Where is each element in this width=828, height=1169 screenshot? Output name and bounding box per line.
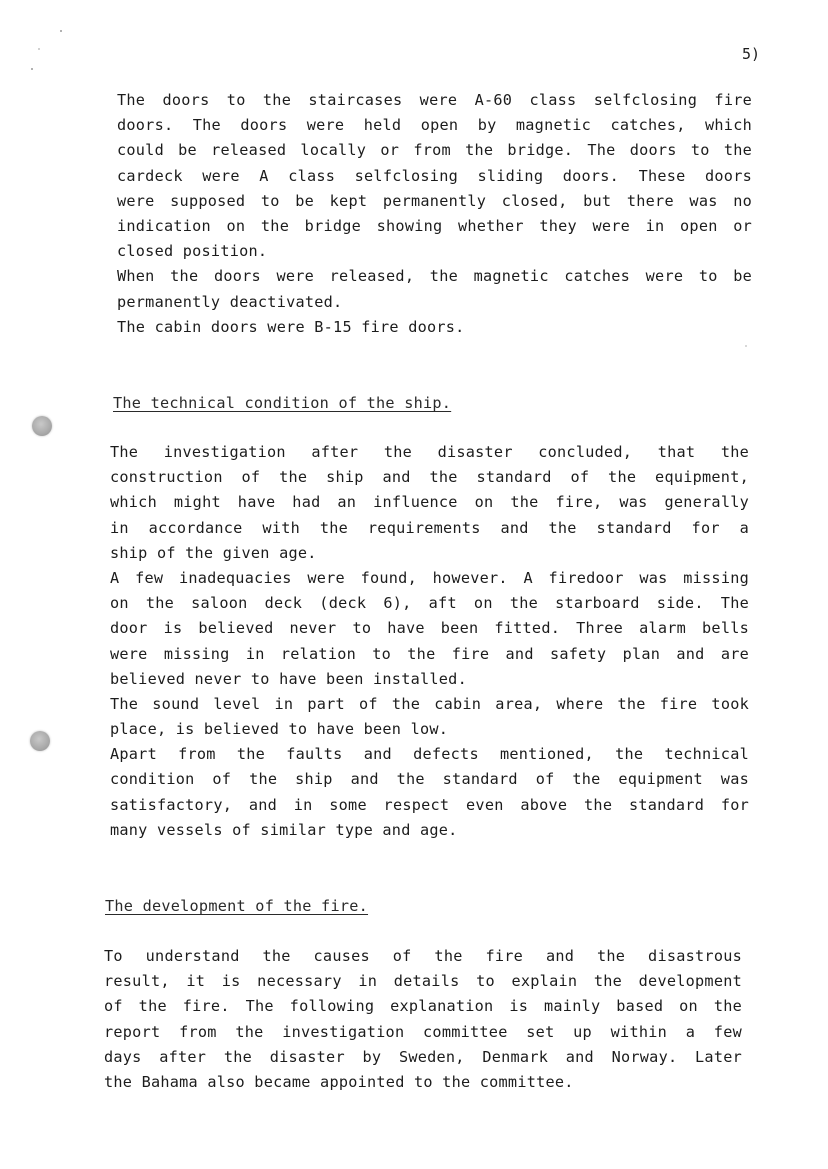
- section-heading-technical: The technical condition of the ship.: [113, 394, 452, 412]
- text-line: A few inadequacies were found, however. A firedoor was missing: [110, 568, 749, 587]
- text-line: doors. The doors were held open by magnetic catches, which: [117, 116, 752, 135]
- paragraph-technical: [110, 440, 749, 843]
- text-line: ship of the given age.: [110, 543, 317, 562]
- text-line: could be released locally or from the bridge. The doors to the: [117, 141, 752, 160]
- text-line: indication on the bridge showing whether they were in open or: [117, 216, 752, 235]
- punch-hole-upper: [32, 416, 52, 436]
- text-line: were supposed to be kept permanently closed, but there was no: [117, 191, 752, 210]
- text-line: days after the disaster by Sweden, Denmark and Norway. Later: [104, 1047, 742, 1066]
- section-heading-development: The development of the fire.: [105, 897, 369, 915]
- punch-hole-lower: [30, 731, 50, 751]
- text-line: To understand the causes of the fire and the disastrous: [104, 947, 742, 965]
- text-line: cardeck were A class selfclosing sliding doors. These doors: [117, 166, 752, 185]
- text-line: construction of the ship and the standard of the equipment,: [110, 468, 749, 487]
- text-line: Apart from the faults and defects mentioned, the technical: [110, 745, 749, 764]
- scan-speck: [60, 30, 62, 32]
- text-line: The investigation after the disaster concluded, that the: [110, 443, 749, 461]
- text-line: place, is believed to have been low.: [110, 720, 449, 739]
- text-line: on the saloon deck (deck 6), aft on the starboard side. The: [110, 594, 749, 613]
- text-line: which might have had an influence on the fire, was generally: [110, 493, 749, 512]
- text-line: result, it is necessary in details to explain the development: [104, 972, 742, 991]
- scan-speck: [38, 48, 40, 50]
- text-line: door is believed never to have been fitted. Three alarm bells: [110, 619, 749, 638]
- text-line: many vessels of similar type and age.: [110, 820, 458, 839]
- text-line: satisfactory, and in some respect even above the standard for: [110, 795, 749, 814]
- page-number: 5): [741, 45, 760, 63]
- text-line: The doors to the staircases were A-60 class selfclosing fire: [117, 91, 752, 109]
- scan-speck: [31, 68, 33, 70]
- text-line: The sound level in part of the cabin area, where the fire took: [110, 694, 749, 713]
- text-line: When the doors were released, the magnetic catches were to be: [117, 267, 752, 286]
- text-line: were missing in relation to the fire and safety plan and are: [110, 644, 749, 663]
- text-line: report from the investigation committee set up within a few: [104, 1022, 742, 1041]
- text-line: in accordance with the requirements and the standard for a: [110, 518, 749, 537]
- paragraph-development: [104, 944, 742, 1095]
- text-line: closed position.: [117, 242, 268, 261]
- text-line: the Bahama also became appointed to the committee.: [104, 1072, 574, 1091]
- text-line: of the fire. The following explanation is mainly based on the: [104, 997, 742, 1016]
- text-line: believed never to have been installed.: [110, 669, 467, 688]
- scan-speck: [745, 345, 747, 347]
- text-line: condition of the ship and the standard of the equipment was: [110, 770, 749, 789]
- text-line: The cabin doors were B-15 fire doors.: [117, 317, 465, 336]
- paragraph-doors: [117, 88, 752, 340]
- text-line: permanently deactivated.: [117, 292, 343, 311]
